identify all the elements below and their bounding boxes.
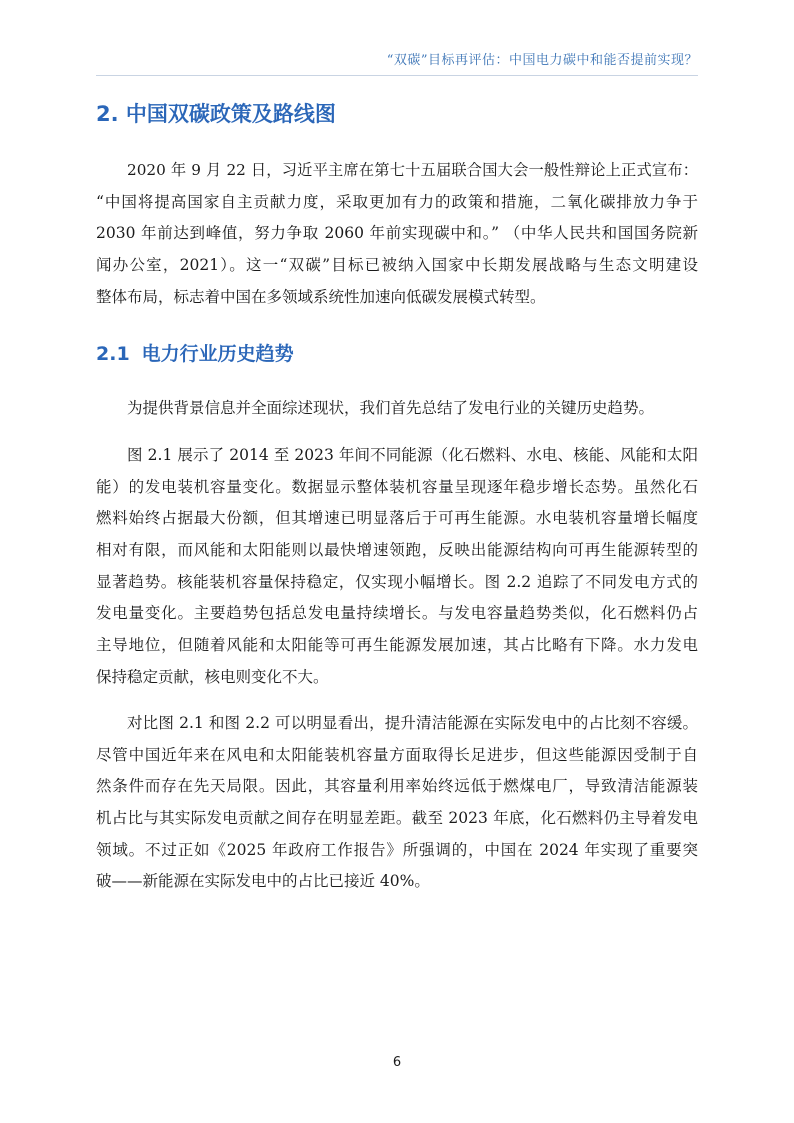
- running-header: “双碳”目标再评估：中国电力碳中和能否提前实现？: [386, 53, 698, 68]
- paragraph-line: 发电量变化。主要趋势包括总发电量持续增长。与发电容量趋势类似，化石燃料仍占: [96, 604, 698, 623]
- paragraph-line: 燃料始终占据最大份额，但其增速已明显落后于可再生能源。水电装机容量增长幅度: [96, 509, 698, 528]
- paragraph-line: 闻办公室，2021）。这一“双碳”目标已被纳入国家中长期发展战略与生态文明建设: [96, 256, 698, 275]
- subsection-paragraph-1: [96, 393, 698, 425]
- paragraph-line: 显著趋势。核能装机容量保持稳定，仅实现小幅增长。图 2.2 追踪了不同发电方式的: [96, 572, 698, 591]
- paragraph-line: 对比图 2.1 和图 2.2 可以明显看出，提升清洁能源在实际发电中的占比刻不容缓。: [127, 714, 698, 732]
- subsection-title-text: 电力行业历史趋势: [141, 343, 294, 365]
- paragraph-line: 领域。不过正如《2025 年政府工作报告》所强调的，中国在 2024 年实现了重要突: [96, 840, 698, 859]
- paragraph-line: 尽管中国近年来在风电和太阳能装机容量方面取得长足进步，但这些能源因受制于自: [96, 745, 698, 764]
- paragraph-line: 相对有限，而风能和太阳能则以最快增速领跑，反映出能源结构向可再生能源转型的: [96, 541, 698, 560]
- subsection-paragraph-3: [96, 708, 698, 898]
- paragraph-line: 然条件而存在先天局限。因此，其容量利用率始终远低于燃煤电厂，导致清洁能源装: [96, 777, 698, 796]
- header-divider: [96, 75, 698, 76]
- paragraph-line: 2030 年前达到峰值，努力争取 2060 年前实现碳中和。” （中华人民共和国国务院新: [96, 224, 698, 243]
- paragraph-line: 机占比与其实际发电贡献之间存在明显差距。截至 2023 年底，化石燃料仍主导着发电: [96, 809, 698, 828]
- paragraph-line: 整体布局，标志着中国在多领域系统性加速向低碳发展模式转型。: [96, 287, 546, 306]
- section-paragraph-1: [96, 155, 698, 313]
- paragraph-line: 破——新能源在实际发电中的占比已接近 40%。: [96, 872, 430, 891]
- subsection-title: [96, 339, 294, 366]
- paragraph-line: 为提供背景信息并全面综述现状，我们首先总结了发电行业的关键历史趋势。: [127, 399, 655, 417]
- paragraph-line: 保持稳定贡献，核电则变化不大。: [96, 667, 329, 686]
- paragraph-line: 2020 年 9 月 22 日，习近平主席在第七十五届联合国大会一般性辩论上正式宣布：: [127, 161, 698, 179]
- paragraph-line: 能）的发电装机容量变化。数据显示整体装机容量呈现逐年稳步增长态势。虽然化石: [96, 477, 698, 496]
- paragraph-line: 主导地位，但随着风能和太阳能等可再生能源发展加速，其占比略有下降。水力发电: [96, 636, 698, 655]
- subsection-number: 2.1: [96, 343, 130, 365]
- subsection-paragraph-2: [96, 440, 698, 694]
- paragraph-line: “中国将提高国家自主贡献力度，采取更加有力的政策和措施，二氧化碳排放力争于: [96, 192, 698, 211]
- section-title: 2. 中国双碳政策及路线图: [96, 102, 336, 126]
- page-number: 6: [392, 1055, 402, 1070]
- paragraph-line: 图 2.1 展示了 2014 至 2023 年间不同能源（化石燃料、水电、核能、风能和太阳: [127, 446, 698, 464]
